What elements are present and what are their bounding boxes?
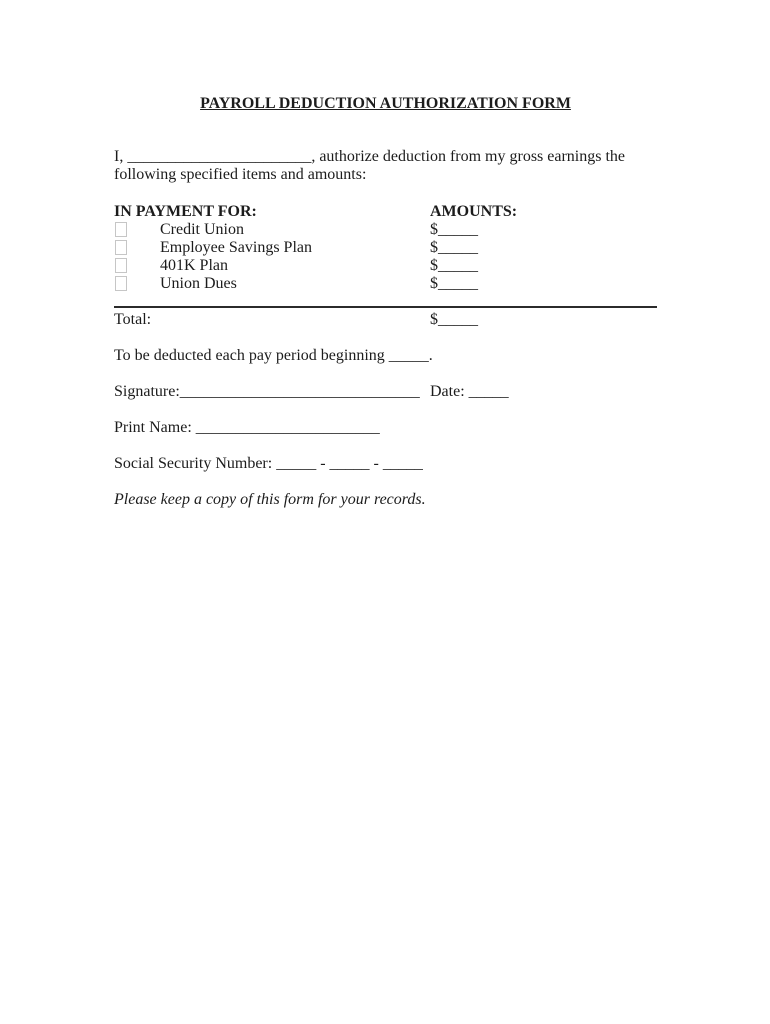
ssn-blank: _____ - _____ - _____: [276, 455, 423, 472]
credit-union-checkbox[interactable]: [115, 222, 127, 237]
total-amount: $_____: [430, 311, 478, 328]
union-dues-checkbox[interactable]: [115, 276, 127, 291]
payment-item-label: Credit Union: [160, 221, 244, 238]
print-name-blank: _______________________: [195, 419, 380, 436]
total-label: Total:: [114, 311, 152, 328]
signature-label: Signature:: [114, 383, 180, 400]
date-field: [430, 383, 509, 401]
total-row: [114, 311, 657, 329]
date-blank: _____: [468, 383, 509, 400]
form-title: PAYROLL DEDUCTION AUTHORIZATION FORM: [200, 95, 571, 112]
total-divider-line: [114, 306, 657, 308]
ssn-line: [114, 455, 657, 473]
401k-plan-checkbox[interactable]: [115, 258, 127, 273]
employee-savings-plan-checkbox[interactable]: [115, 240, 127, 255]
payment-item-row: [114, 239, 657, 257]
payment-item-amount: $_____: [430, 239, 478, 256]
payment-item-amount: $_____: [430, 257, 478, 274]
deduction-period-line: To be deducted each pay period beginning _____.: [114, 347, 433, 364]
payment-item-row: [114, 275, 657, 293]
signature-field: [114, 383, 430, 401]
payment-item-amount: $_____: [430, 275, 478, 292]
intro-paragraph: [114, 148, 657, 184]
section-headers-row: [114, 203, 657, 221]
intro-text-before: I,: [114, 148, 124, 165]
intro-text-after: , authorize deduction from my gross earnings the following specified items and amounts:: [114, 148, 626, 183]
print-name-line: [114, 419, 657, 437]
date-label: Date:: [430, 383, 465, 400]
records-note: Please keep a copy of this form for your records.: [114, 491, 426, 508]
payment-item-row: [114, 221, 657, 239]
form-content: [0, 0, 770, 509]
payment-item-label: Employee Savings Plan: [160, 239, 312, 256]
checkbox-cell: [114, 275, 160, 296]
signature-blank: ______________________________: [179, 383, 420, 400]
payment-item-label: 401K Plan: [160, 257, 228, 274]
employee-name-blank: _______________________: [127, 148, 312, 165]
ssn-label: Social Security Number:: [114, 455, 273, 472]
payment-item-label: Union Dues: [160, 275, 237, 292]
payment-item-row: [114, 257, 657, 275]
in-payment-for-header: IN PAYMENT FOR:: [114, 203, 257, 220]
signature-row: [114, 383, 657, 401]
payment-item-amount: $_____: [430, 221, 478, 238]
amounts-header: AMOUNTS:: [430, 203, 518, 220]
print-name-label: Print Name:: [114, 419, 192, 436]
